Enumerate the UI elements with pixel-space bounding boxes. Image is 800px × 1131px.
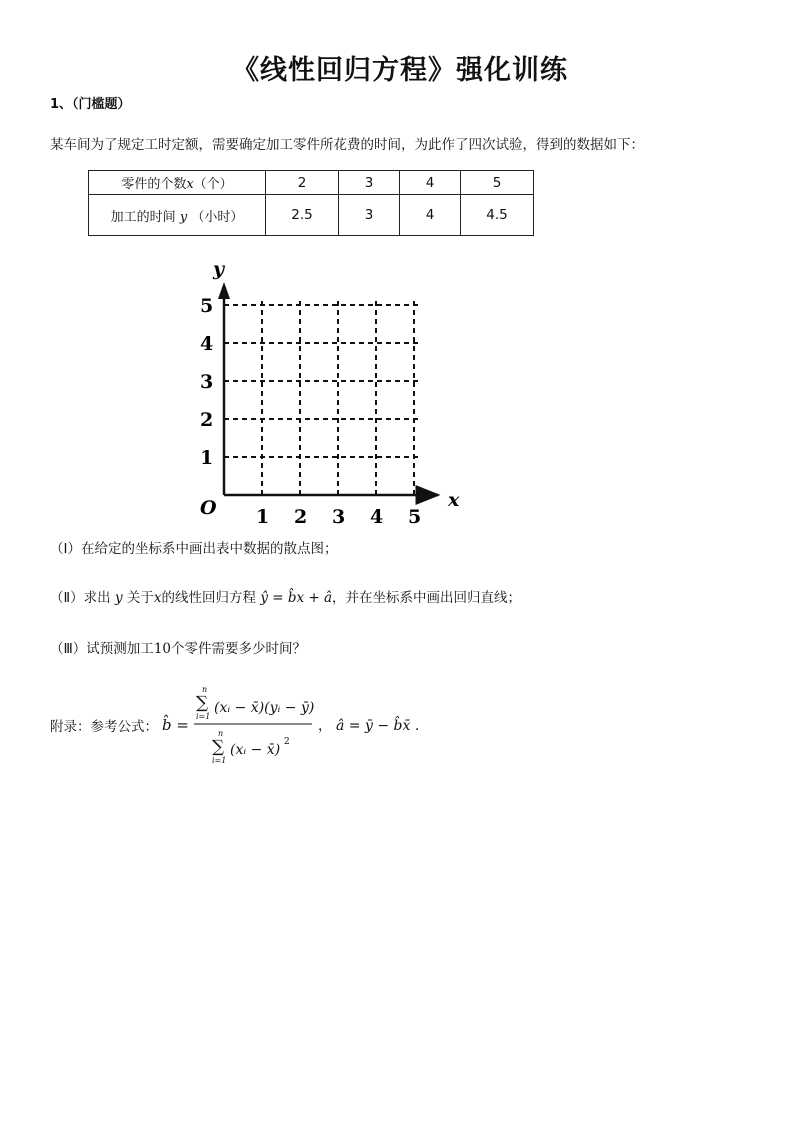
table-cell: 4 bbox=[400, 171, 461, 195]
var-x: x bbox=[153, 590, 162, 606]
table-row-time bbox=[89, 195, 534, 236]
x-tick-label: 5 bbox=[408, 506, 422, 528]
y-tick-label: 3 bbox=[200, 371, 214, 393]
row-header-unit: （小时） bbox=[191, 209, 244, 225]
origin-label: O bbox=[200, 497, 217, 519]
table-cell: 2 bbox=[266, 171, 339, 195]
var-x: x bbox=[186, 177, 194, 192]
part-1-text: （Ⅰ）在给定的坐标系中画出表中数据的散点图； bbox=[50, 541, 338, 557]
question-number: 1、（门槛题） bbox=[50, 97, 131, 112]
sum-icon: ∑ bbox=[212, 737, 225, 757]
page-title: 《线性回归方程》强化训练 bbox=[232, 55, 568, 86]
table-cell: 4.5 bbox=[461, 195, 534, 236]
formula-separator: ， bbox=[318, 718, 332, 734]
row-header-unit: （个） bbox=[193, 177, 233, 192]
part-3-post: 个零件需要多少时间？ bbox=[171, 641, 306, 657]
sum-upper-limit: n bbox=[218, 729, 224, 738]
part-2-text bbox=[50, 586, 521, 606]
table-cell: 3 bbox=[339, 195, 400, 236]
part-2-mid: 关于 bbox=[126, 590, 154, 606]
table-row-count bbox=[89, 171, 534, 195]
x-axis-label: x bbox=[448, 489, 460, 511]
var-y: y bbox=[179, 209, 188, 225]
part-2-post: ，并在坐标系中画出回归直线； bbox=[332, 590, 522, 606]
row-header-text: 加工的时间 bbox=[110, 209, 176, 225]
var-y: y bbox=[114, 590, 123, 606]
y-tick-label: 2 bbox=[200, 409, 214, 431]
x-tick-label: 3 bbox=[332, 506, 346, 528]
sum-lower-limit: i=1 bbox=[196, 712, 211, 721]
b-hat-symbol: b̂ = bbox=[162, 716, 189, 734]
x-tick-label: 2 bbox=[294, 506, 308, 528]
sum-icon: ∑ bbox=[196, 693, 209, 713]
part-3-text bbox=[50, 637, 306, 657]
row-header-count bbox=[89, 171, 266, 195]
sum-lower-limit: i=1 bbox=[212, 756, 227, 765]
coordinate-grid-chart bbox=[180, 252, 470, 532]
y-axis-arrow-icon bbox=[218, 282, 230, 299]
part-2-mid2: 的线性回归方程 bbox=[161, 590, 257, 606]
y-tick-label: 1 bbox=[200, 447, 214, 469]
x-tick-label: 4 bbox=[370, 506, 384, 528]
row-header-time bbox=[89, 195, 266, 236]
row-header-text: 零件的个数 bbox=[121, 177, 187, 192]
exponent-two: 2 bbox=[284, 737, 290, 747]
question-intro: 某车间为了规定工时定额，需要确定加工零件所花费的时间，为此作了四次试验，得到的数据如下： bbox=[50, 137, 644, 153]
y-tick-label: 4 bbox=[200, 333, 214, 355]
denominator-terms: (xᵢ − x̄) bbox=[230, 742, 281, 758]
table-cell: 4 bbox=[400, 195, 461, 236]
y-axis-label: y bbox=[213, 258, 225, 280]
numerator-terms: (xᵢ − x̄)(yᵢ − ȳ) bbox=[214, 700, 315, 716]
table-cell: 2.5 bbox=[266, 195, 339, 236]
sum-upper-limit: n bbox=[202, 686, 208, 694]
part-2-pre: （Ⅱ）求出 bbox=[50, 590, 111, 606]
a-hat-formula: â = ȳ − b̂x̄ . bbox=[336, 718, 420, 734]
data-table bbox=[88, 170, 534, 236]
table-cell: 3 bbox=[339, 171, 400, 195]
part-3-number: 10 bbox=[153, 641, 171, 657]
x-tick-label: 1 bbox=[256, 506, 270, 528]
regression-equation: ŷ = b̂x + â bbox=[260, 590, 333, 606]
reference-formula bbox=[160, 686, 460, 776]
tick-labels bbox=[200, 295, 421, 528]
grid-lines bbox=[224, 300, 419, 495]
part-3-pre: （Ⅲ）试预测加工 bbox=[50, 641, 154, 657]
y-tick-label: 5 bbox=[200, 295, 214, 317]
table-cell: 5 bbox=[461, 171, 534, 195]
appendix-label: 附录：参考公式： bbox=[50, 719, 158, 735]
